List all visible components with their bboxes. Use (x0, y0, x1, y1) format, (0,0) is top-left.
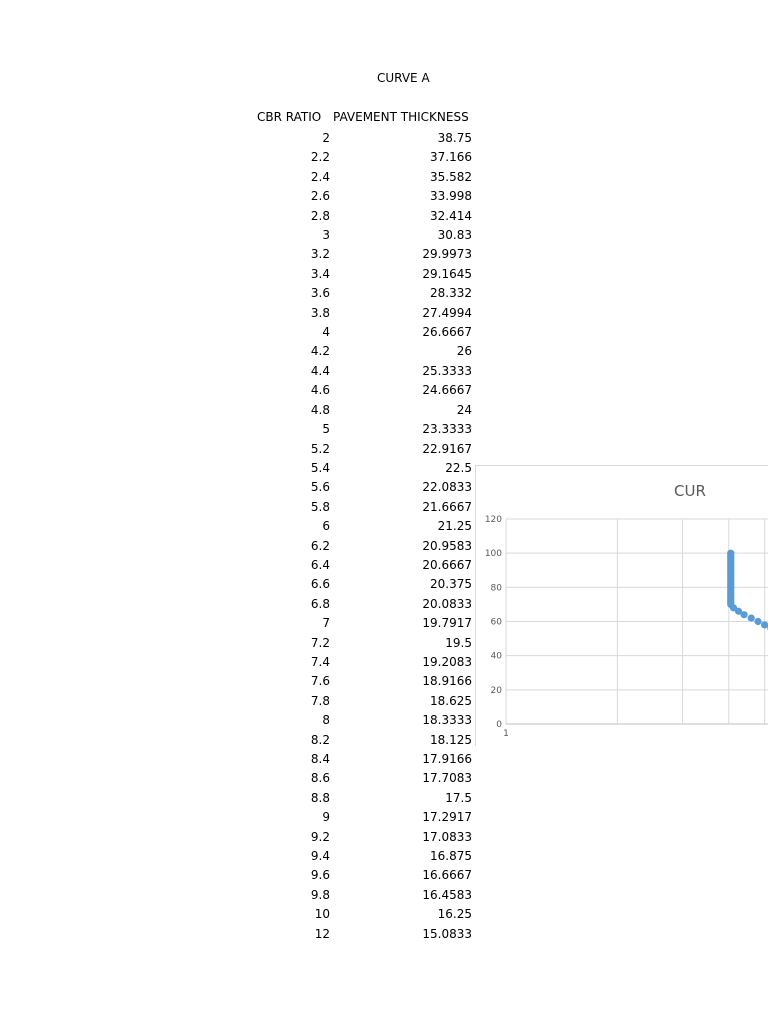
cbr-ratio-cell[interactable]: 3 (322, 228, 330, 243)
table-row (0, 304, 768, 323)
table-row (0, 769, 768, 788)
cbr-ratio-cell[interactable]: 2 (322, 131, 330, 145)
table-row (0, 808, 768, 827)
cbr-ratio-cell[interactable]: 2.2 (310, 150, 330, 165)
data-point (748, 614, 755, 621)
cbr-ratio-cell[interactable]: 6.8 (310, 596, 330, 611)
pavement-thickness-cell[interactable]: 18.125 (430, 732, 472, 747)
table-row (0, 245, 768, 264)
pavement-thickness-cell[interactable]: 17.0833 (422, 829, 472, 844)
pavement-thickness-cell[interactable]: 24.6667 (422, 383, 472, 398)
cbr-ratio-cell[interactable]: 6.2 (310, 538, 330, 553)
table-row (0, 905, 768, 924)
table-row (0, 925, 768, 944)
pavement-thickness-cell[interactable]: 20.9583 (422, 538, 472, 553)
cbr-ratio-cell[interactable]: 2.6 (310, 189, 330, 204)
data-point (740, 611, 747, 618)
cbr-ratio-cell[interactable]: 4 (322, 325, 330, 340)
cbr-ratio-cell[interactable]: 9.8 (310, 887, 330, 902)
cbr-ratio-cell[interactable]: 5.4 (310, 460, 330, 475)
x-tick-label: 1 (503, 729, 509, 739)
pavement-thickness-cell[interactable]: 19.2083 (422, 654, 472, 669)
chart-title: CUR (674, 482, 706, 500)
pavement-thickness-cell[interactable]: 17.2917 (422, 810, 472, 825)
pavement-thickness-cell[interactable]: 28.332 (430, 286, 472, 301)
cbr-ratio-cell[interactable]: 8.2 (310, 732, 330, 747)
table-row (0, 342, 768, 361)
pavement-thickness-cell[interactable]: 33.998 (430, 189, 472, 204)
cbr-ratio-cell[interactable]: 10 (314, 907, 330, 922)
cbr-ratio-cell[interactable]: 8.6 (310, 771, 330, 786)
pavement-thickness-cell[interactable]: 29.9973 (422, 247, 472, 262)
table-row (0, 440, 768, 459)
y-tick-label: 80 (490, 583, 502, 594)
cbr-ratio-cell[interactable]: 7 (322, 616, 330, 631)
pavement-thickness-cell[interactable]: 16.6667 (422, 868, 472, 883)
table-row (0, 866, 768, 885)
table-row (0, 148, 768, 167)
pavement-thickness-cell[interactable]: 22.0833 (422, 480, 472, 495)
table-row (0, 323, 768, 342)
table-row (0, 207, 768, 226)
chart-frame[interactable] (475, 465, 768, 746)
cbr-ratio-cell[interactable]: 9.4 (310, 849, 330, 864)
pavement-thickness-cell[interactable]: 16.875 (430, 849, 472, 864)
table-row (0, 847, 768, 866)
table-row (0, 129, 768, 148)
cbr-ratio-cell[interactable]: 7.2 (310, 635, 330, 650)
pavement-thickness-cell[interactable]: 16.25 (437, 907, 472, 922)
cbr-ratio-cell[interactable]: 8.8 (310, 790, 330, 805)
sheet-title: CURVE A (377, 71, 430, 85)
pavement-thickness-cell[interactable]: 37.166 (430, 150, 472, 165)
y-tick-label: 120 (484, 515, 502, 525)
cbr-ratio-cell[interactable]: 5.8 (310, 499, 330, 514)
cbr-ratio-cell[interactable]: 9.6 (310, 868, 330, 883)
cbr-ratio-cell[interactable]: 4.8 (310, 402, 330, 417)
table-row (0, 401, 768, 420)
scatter-chart (476, 466, 768, 746)
cbr-ratio-cell[interactable]: 3.6 (310, 286, 330, 301)
pavement-thickness-cell[interactable]: 26 (456, 344, 472, 359)
cbr-ratio-cell[interactable]: 4.4 (310, 363, 330, 378)
cbr-ratio-cell[interactable]: 9 (322, 810, 330, 825)
pavement-thickness-cell[interactable]: 22.5 (445, 460, 472, 475)
pavement-thickness-cell[interactable]: 20.375 (430, 577, 472, 592)
pavement-thickness-cell[interactable]: 18.9166 (422, 674, 472, 689)
y-tick-label: 60 (490, 617, 502, 628)
cbr-ratio-cell[interactable]: 8 (322, 713, 330, 728)
pavement-thickness-header: PAVEMENT THICKNESS (333, 110, 469, 124)
cbr-ratio-cell[interactable]: 8.4 (310, 752, 330, 766)
pavement-thickness-cell[interactable]: 15.0833 (422, 926, 472, 941)
cbr-ratio-cell[interactable]: 9.2 (310, 829, 330, 844)
cbr-ratio-cell[interactable]: 5.2 (310, 441, 330, 456)
pavement-thickness-cell[interactable]: 25.3333 (422, 363, 472, 378)
pavement-thickness-cell[interactable]: 24 (456, 402, 472, 417)
cbr-ratio-cell[interactable]: 4.2 (310, 344, 330, 359)
table-row (0, 381, 768, 400)
pavement-thickness-cell[interactable]: 18.625 (430, 693, 472, 708)
cbr-ratio-cell[interactable]: 6 (322, 519, 330, 534)
pavement-thickness-cell[interactable]: 30.83 (437, 228, 472, 243)
pavement-thickness-cell[interactable]: 22.9167 (422, 441, 472, 456)
cbr-ratio-cell[interactable]: 7.6 (310, 674, 330, 689)
pavement-thickness-cell[interactable]: 17.7083 (422, 771, 472, 786)
table-row (0, 828, 768, 847)
pavement-thickness-cell[interactable]: 26.6667 (422, 325, 472, 340)
table-row (0, 168, 768, 187)
data-point (754, 618, 761, 625)
y-tick-label: 0 (496, 720, 502, 730)
pavement-thickness-cell[interactable]: 17.5 (445, 790, 472, 805)
cbr-ratio-cell[interactable]: 12 (314, 926, 330, 941)
table-row (0, 750, 768, 769)
pavement-thickness-cell[interactable]: 19.7917 (422, 616, 472, 631)
cbr-ratio-cell[interactable]: 3.8 (310, 305, 330, 320)
table-row (0, 187, 768, 206)
table-row (0, 420, 768, 439)
pavement-thickness-cell[interactable]: 16.4583 (422, 887, 472, 902)
cbr-ratio-cell[interactable]: 6.6 (310, 577, 330, 592)
table-row (0, 362, 768, 381)
table-row (0, 789, 768, 808)
pavement-thickness-cell[interactable]: 23.3333 (422, 422, 472, 437)
table-row (0, 284, 768, 303)
table-row (0, 226, 768, 245)
data-point (761, 621, 768, 628)
y-tick-label: 100 (484, 549, 502, 560)
pavement-thickness-cell[interactable]: 18.3333 (422, 713, 472, 728)
pavement-thickness-cell[interactable]: 20.6667 (422, 557, 472, 572)
pavement-thickness-cell[interactable]: 38.75 (437, 131, 472, 145)
table-row (0, 265, 768, 284)
cbr-ratio-cell[interactable]: 3.2 (310, 247, 330, 262)
cbr-ratio-cell[interactable]: 2.8 (310, 208, 330, 223)
y-tick-label: 40 (490, 651, 502, 662)
cbr-ratio-cell[interactable]: 7.4 (310, 654, 330, 669)
cbr-ratio-header: CBR RATIO (257, 110, 322, 124)
pavement-thickness-cell[interactable]: 20.0833 (422, 596, 472, 611)
cbr-ratio-cell[interactable]: 3.4 (310, 266, 330, 281)
pavement-thickness-cell[interactable]: 21.6667 (422, 499, 472, 514)
pavement-thickness-cell[interactable]: 32.414 (430, 208, 472, 223)
pavement-thickness-cell[interactable]: 29.1645 (422, 266, 472, 281)
cbr-ratio-cell[interactable]: 5 (322, 422, 330, 437)
pavement-thickness-cell[interactable]: 17.9166 (422, 752, 472, 766)
cbr-ratio-cell[interactable]: 2.4 (310, 169, 330, 184)
pavement-thickness-cell[interactable]: 27.4994 (422, 305, 472, 320)
pavement-thickness-cell[interactable]: 21.25 (437, 519, 472, 534)
pavement-thickness-cell[interactable]: 35.582 (430, 169, 472, 184)
pavement-thickness-cell[interactable]: 19.5 (445, 635, 472, 650)
cbr-ratio-cell[interactable]: 5.6 (310, 480, 330, 495)
table-row (0, 886, 768, 905)
y-tick-label: 20 (490, 685, 502, 696)
cbr-ratio-cell[interactable]: 4.6 (310, 383, 330, 398)
cbr-ratio-cell[interactable]: 6.4 (310, 557, 330, 572)
cbr-ratio-cell[interactable]: 7.8 (310, 693, 330, 708)
